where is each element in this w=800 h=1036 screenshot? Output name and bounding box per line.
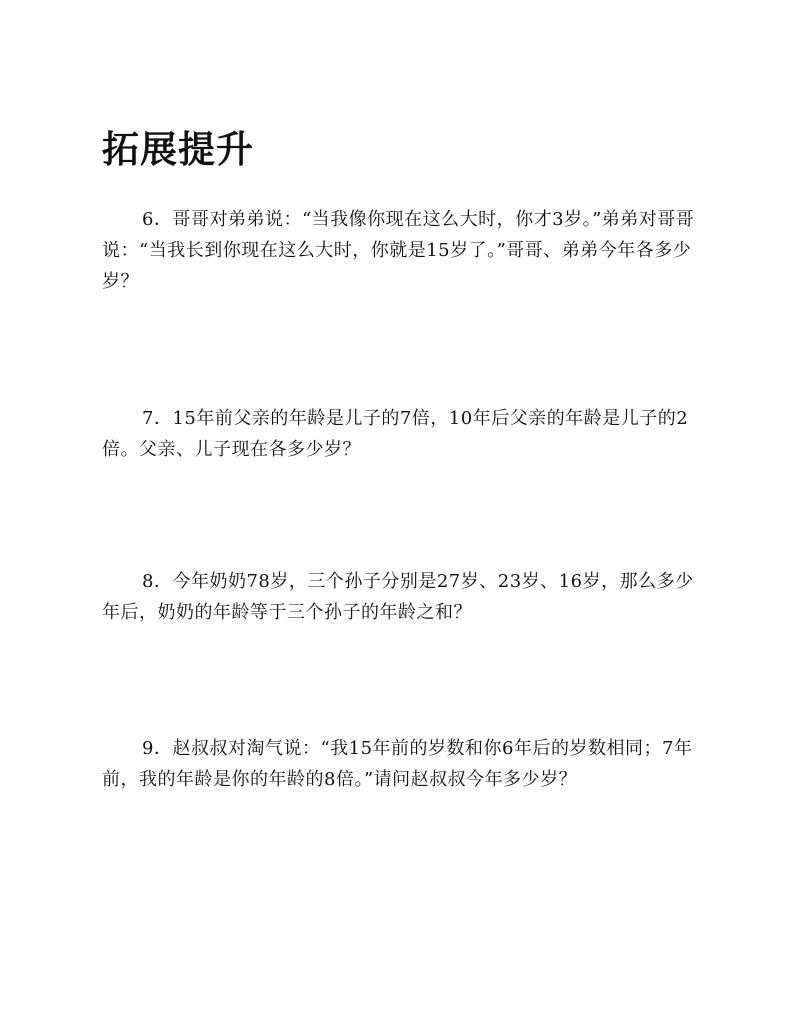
problem-9: 9．赵叔叔对淘气说：“我15年前的岁数和你6年后的岁数相同；7年前，我的年龄是你的年龄的8倍。”请问赵叔叔今年多少岁？ — [102, 738, 693, 790]
problem-6: 6．哥哥对弟弟说：“当我像你现在这么大时，你才3岁。”弟弟对哥哥说：“当我长到你现在这么大时，你就是15岁了。”哥哥、弟弟今年各多少岁？ — [102, 209, 695, 292]
problem-7: 7．15年前父亲的年龄是儿子的7倍，10年后父亲的年龄是儿子的2倍。父亲、儿子现在各多少岁？ — [102, 408, 689, 460]
page-title: 拓展提升 — [102, 128, 254, 171]
problem-8: 8．今年奶奶78岁，三个孙子分别是27岁、23岁、16岁，那么多少年后，奶奶的年龄等于三个孙子的年龄之和？ — [102, 571, 694, 623]
